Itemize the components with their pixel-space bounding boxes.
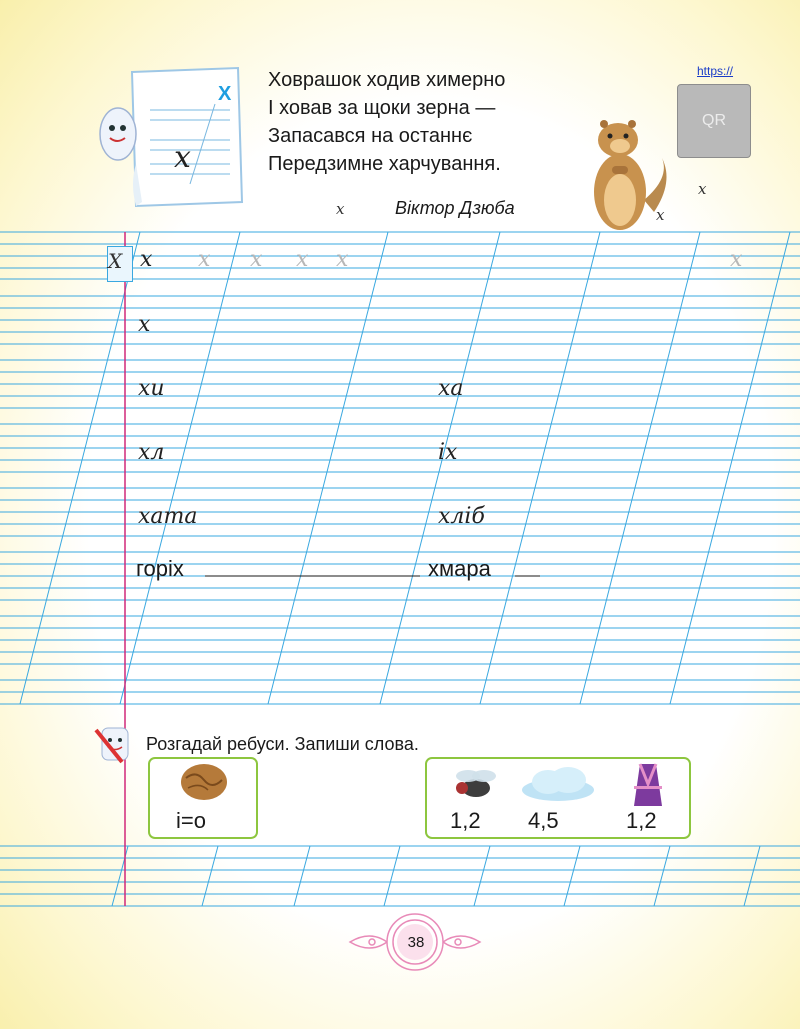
robe-icon [630, 760, 666, 810]
pencil-mascot-icon [92, 724, 136, 764]
cursive-row-left: хата [138, 504, 198, 529]
rebus-2-label: 1,2 [626, 808, 657, 833]
rebus-2-label: 1,2 [450, 808, 481, 833]
row-letter: х [140, 247, 153, 272]
cursive-row-left: х [138, 312, 151, 337]
page-number: 38 [407, 934, 425, 951]
poem-line: Ховрашок ходив химерно [268, 69, 506, 91]
task-instruction: Розгадай ребуси. Запиши слова. [146, 734, 419, 754]
poem-line: І ховав за щоки зерна — [268, 97, 496, 119]
hint-letter: х [698, 180, 707, 198]
print-word: хмара [428, 556, 491, 581]
trace-letter: х [730, 247, 743, 272]
cursive-row-right: хліб [438, 504, 485, 529]
fly-icon [450, 764, 498, 804]
sample-letter: Х [108, 249, 123, 273]
trace-letter: х [250, 247, 263, 272]
cursive-row-right: ха [438, 376, 464, 401]
poem-line: Запасався на останнє [268, 125, 473, 147]
qr-link[interactable]: https:// [697, 64, 734, 78]
rebus-2-label: 4,5 [528, 808, 559, 833]
cloud-icon [518, 764, 598, 804]
trace-letter: х [198, 247, 211, 272]
rebus-1-label: і=о [176, 808, 206, 833]
hint-letter: х [336, 200, 345, 218]
trace-letter: х [296, 247, 309, 272]
cursive-row-left: хл [138, 440, 165, 465]
paper-mascot-icon [100, 108, 136, 160]
cursive-row-left: хи [138, 376, 165, 401]
trace-letter: х [336, 247, 349, 272]
poem [268, 66, 505, 178]
poem-line: Передзимне харчування. [268, 153, 501, 175]
card-print-letter: Х [218, 83, 232, 105]
qr-code[interactable]: QR [677, 84, 751, 158]
card-cursive-letter: х [174, 140, 191, 175]
cursive-row-right: іх [438, 440, 458, 465]
gopher-icon [582, 108, 674, 232]
hint-letter: х [656, 206, 665, 224]
walnut-icon [178, 760, 230, 802]
poem-author: Віктор Дзюба [395, 198, 515, 218]
print-word: горіх [136, 556, 184, 581]
